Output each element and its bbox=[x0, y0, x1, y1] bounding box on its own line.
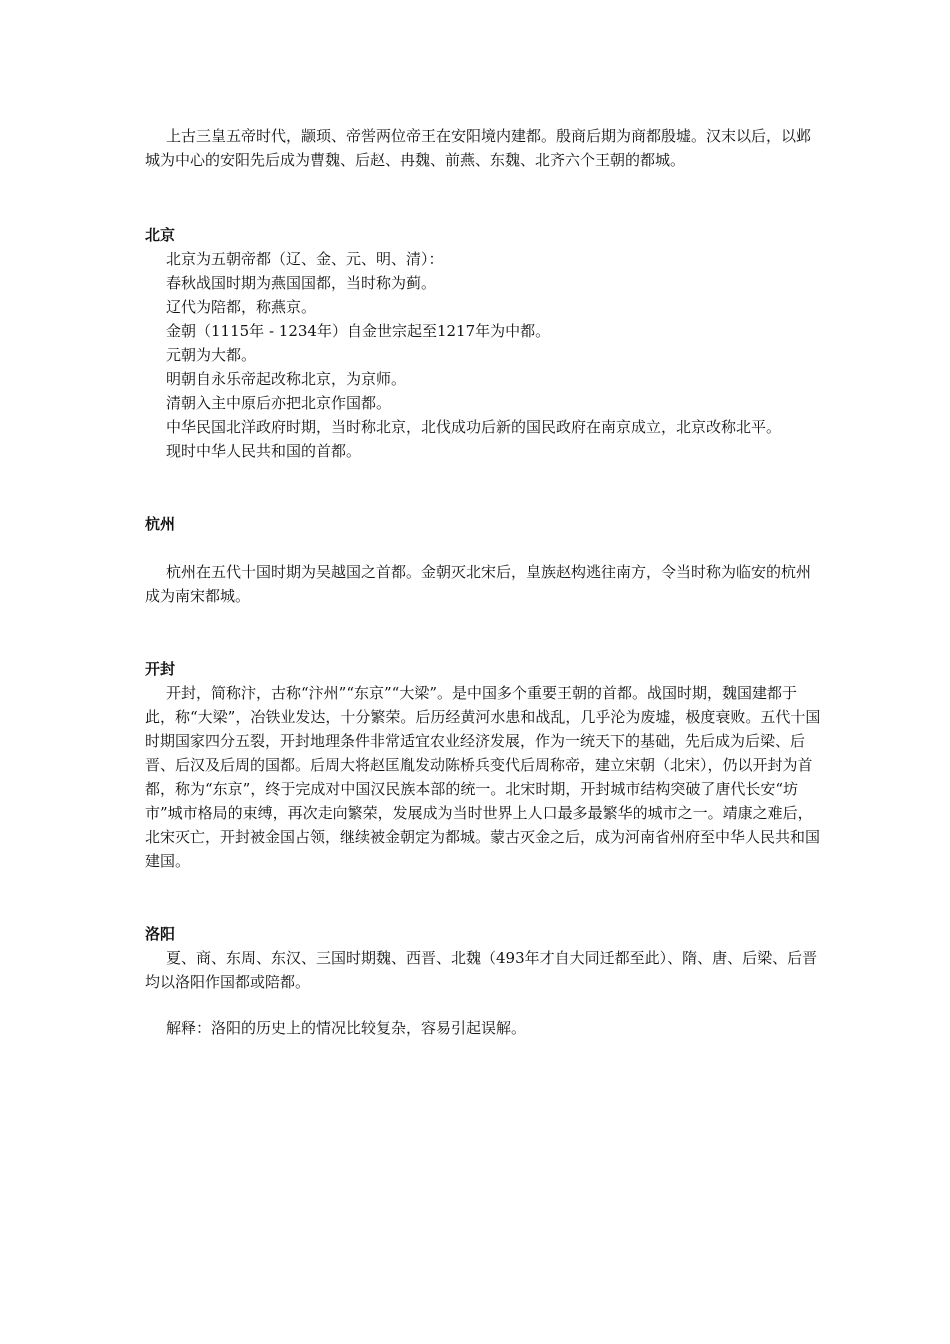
spacer bbox=[145, 536, 825, 560]
section-beijing bbox=[145, 223, 825, 463]
section-hangzhou bbox=[145, 512, 825, 608]
intro-paragraph: 上古三皇五帝时代，颛顼、帝喾两位帝王在安阳境内建都。殷商后期为商都殷墟。汉末以后，以邺城为中心的安阳先后成为曹魏、后赵、冉魏、前燕、东魏、北齐六个王朝的都城。 bbox=[145, 127, 812, 169]
luoyang-paragraph: 夏、商、东周、东汉、三国时期魏、西晋、北魏（493年才自大同迁都至此）、隋、唐、后梁、后晋均以洛阳作国都或陪都。 bbox=[145, 949, 818, 991]
section-heading-hangzhou: 杭州 bbox=[145, 515, 176, 533]
spacer bbox=[145, 463, 825, 512]
beijing-line: 金朝（1115年 - 1234年）自金世宗起至1217年为中都。 bbox=[166, 322, 551, 340]
spacer bbox=[145, 172, 825, 223]
beijing-line: 辽代为陪都，称燕京。 bbox=[166, 298, 317, 316]
section-heading-beijing: 北京 bbox=[145, 226, 176, 244]
beijing-line: 现时中华人民共和国的首都。 bbox=[166, 442, 362, 460]
beijing-line: 明朝自永乐帝起改称北京，为京师。 bbox=[166, 370, 407, 388]
beijing-line: 中华民国北洋政府时期，当时称北京，北伐成功后新的国民政府在南京成立，北京改称北平。 bbox=[166, 418, 782, 436]
hangzhou-paragraph: 杭州在五代十国时期为吴越国之首都。金朝灭北宋后，皇族赵构逃往南方，令当时称为临安的杭州成为南宋都城。 bbox=[145, 563, 812, 605]
spacer bbox=[145, 994, 825, 1016]
section-heading-kaifeng: 开封 bbox=[145, 660, 176, 678]
luoyang-note: 解释：洛阳的历史上的情况比较复杂，容易引起误解。 bbox=[166, 1019, 527, 1037]
beijing-line: 清朝入主中原后亦把北京作国都。 bbox=[166, 394, 392, 412]
kaifeng-paragraph: 开封，简称汴，古称“汴州”“东京”“大梁”。是中国多个重要王朝的首都。战国时期，魏国建都于此，称“大梁”，冶铁业发达，十分繁荣。后历经黄河水患和战乱，几乎沦为废墟，极度衰败。五代十国时期国家四分五裂，开封地理条件非常适宜农业经济发展，作为一统天下的基础，先后成为后梁、后晋、后汉及后周的国都。后周大将赵匡胤发动陈桥兵变代后周称帝，建立宋朝（北宋），仍以开封为首都，称为“东京”，终于完成对中国汉民族本部的统一。北宋时期，开封城市结构突破了唐代长安“坊市”城市格局的束缚，再次走向繁荣，发展成为当时世界上人口最多最繁华的城市之一。靖康之难后，北宋灭亡，开封被金国占领，继续被金朝定为都城。蒙古灭金之后，成为河南省州府至中华人民共和国建国。 bbox=[145, 684, 821, 870]
spacer bbox=[145, 873, 825, 922]
beijing-line: 北京为五朝帝都（辽、金、元、明、清）： bbox=[166, 250, 444, 268]
section-kaifeng bbox=[145, 657, 825, 873]
beijing-line: 春秋战国时期为燕国国都，当时称为蓟。 bbox=[166, 274, 437, 292]
section-heading-luoyang: 洛阳 bbox=[145, 925, 176, 943]
section-luoyang bbox=[145, 922, 825, 1040]
document-page bbox=[145, 124, 825, 1040]
spacer bbox=[145, 608, 825, 657]
beijing-line: 元朝为大都。 bbox=[166, 346, 257, 364]
